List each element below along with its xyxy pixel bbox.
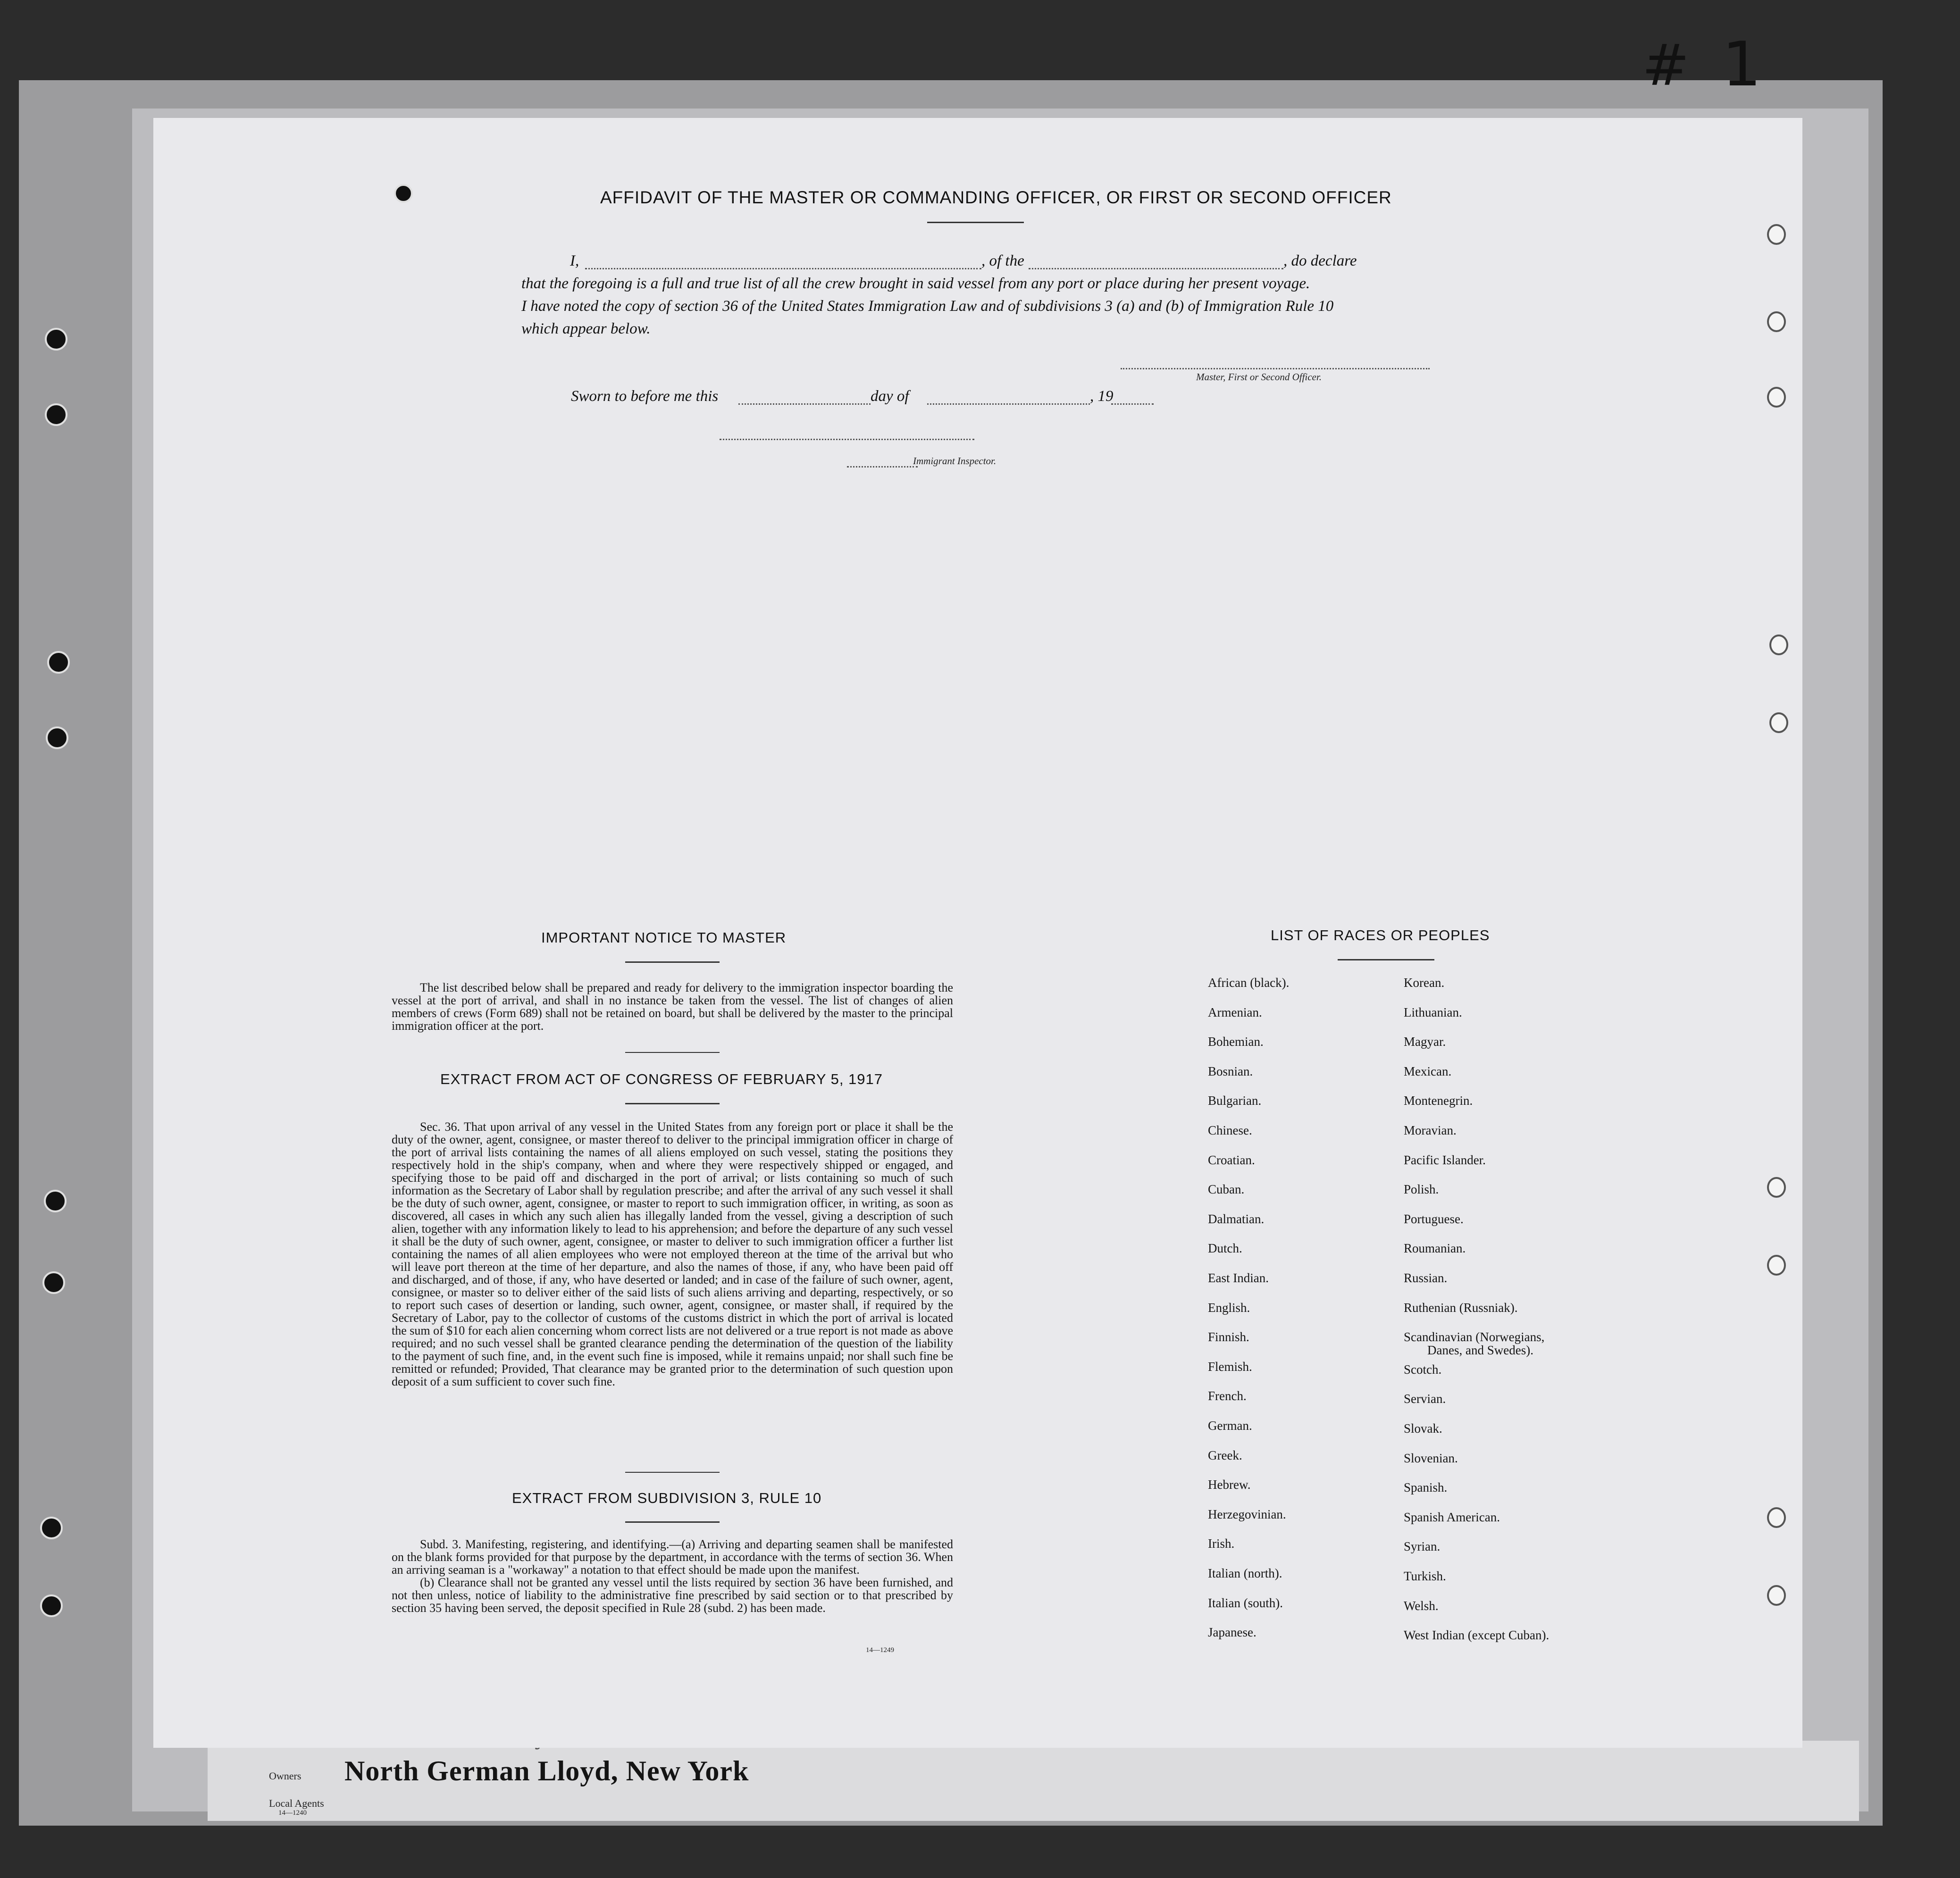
form-number: 14—1249 <box>866 1646 894 1654</box>
right-punch-hole <box>1767 1255 1786 1276</box>
race-item: Irish. <box>1208 1536 1235 1551</box>
declaration-of-the: , of the <box>981 252 1024 269</box>
section-rule <box>625 1052 720 1053</box>
declaration-declare: , do declare <box>1283 252 1357 269</box>
act-section-36-text: Sec. 36. That upon arrival of any vessel in the United States from any foreign port or place it shall be the duty of the owner, agent, consignee, or master thereof to deliver to the principal immigration officer in charge of the port of arrival lists containing the names of all aliens employed on such vessel, stating the positions they respectively hold in the ship's company, when and where they were respectively shipped or engaged, and specifying those to be paid off and discharged in the port of arrival; or lists containing so much of such information as the Secretary of Labor shall by regulation prescribe; and after the arrival of any such vessel it shall be the duty of such owner, agent, consignee, or master to report to such immigration officer, in writing, as soon as discovered, all cases in which any such alien has illegally landed from the vessel, giving a description of such alien, together with any information likely to lead to his apprehension; and before the departure of any such vessel it shall be the duty of such owner, agent, consignee, or master to deliver to such immigration officer a further list containing the names of all alien employees who were not employed thereon at the time of the arrival but who will leave port thereon at the time of her departure, and also the names of those, if any, who have been paid off and discharged, and of those, if any, who have deserted or landed; and in case of the failure of such owner, agent, consignee, or master so to deliver either of the said lists of such aliens arriving and departing, respectively, or so to report such cases of desertion or landing, such owner, agent, consignee, or master shall, if required by the Secretary of Labor, pay to the collector of customs of the customs district in which the port of arrival is located the sum of $10 for each alien concerning whom correct lists are not delivered or a true report is not made as above required; and no such vessel shall be granted clearance pending the determination of the question of the liability to the payment of such fine, and, in the event such fine is imposed, while it remains unpaid; nor shall such fine be remitted or refunded; Provided, That clearance may be granted prior to the determination of such question upon deposit of a sum sufficient to cover such fine. <box>392 1120 953 1388</box>
punch-hole <box>42 1271 65 1294</box>
local-agents-stamp: North German Lloyd, New York <box>344 1755 749 1786</box>
right-punch-hole <box>1769 712 1788 733</box>
officer-signature-label: Master, First or Second Officer. <box>1196 371 1322 383</box>
race-item: Servian. <box>1404 1392 1446 1406</box>
race-item: English. <box>1208 1300 1250 1315</box>
race-item: Roumanian. <box>1404 1241 1466 1256</box>
declarant-name-field[interactable] <box>585 268 981 269</box>
rule-10-text: Subd. 3. Manifesting, registering, and identifying.—(a) Arriving and departing seamen shall be manifested on the blank forms provided for that purpose by the department, in accordance with the terms of section 36. When an arriving seaman is a "workaway" a notation to that effect should be made upon the manifest. (b) Clearance shall not be granted any vessel until the lists required by section 36 have been furnished, and not then unless, notice of liability to the administrative fine prescribed by said section or to that prescribed by section 35 having been served, the deposit specified in Rule 28 (subd. 2) has been made. <box>392 1537 953 1615</box>
punch-hole <box>45 403 67 426</box>
race-item: West Indian (except Cuban). <box>1404 1628 1550 1643</box>
race-item: African (black). <box>1208 976 1290 990</box>
race-item: Ruthenian (Russniak). <box>1404 1300 1518 1315</box>
officer-signature-field[interactable] <box>1121 368 1430 369</box>
race-item: Slovenian. <box>1404 1451 1458 1465</box>
sworn-day-field[interactable] <box>738 403 871 405</box>
race-item: Korean. <box>1404 976 1445 990</box>
race-item: Bosnian. <box>1208 1064 1253 1078</box>
punch-hole <box>394 184 413 203</box>
race-item: Japanese. <box>1208 1625 1256 1640</box>
races-title: LIST OF RACES OR PEOPLES <box>1271 927 1490 943</box>
race-item: East Indian. <box>1208 1271 1269 1285</box>
race-item: Croatian. <box>1208 1152 1255 1167</box>
notice-text: The list described below shall be prepared and ready for delivery to the immigration inspector boarding the vessel at the port of arrival, and shall in no instance be taken from the vessel. The list of changes of alien members of crews (Form 689) shall not be retained on board, but shall be delivered by the master to the principal immigration officer at the port. <box>392 981 953 1033</box>
sworn-year-field[interactable] <box>1111 403 1154 405</box>
title-rule <box>927 222 1024 223</box>
race-item: Pacific Islander. <box>1404 1152 1486 1167</box>
race-item: Syrian. <box>1404 1539 1441 1554</box>
race-item: Flemish. <box>1208 1359 1252 1374</box>
punch-hole <box>45 328 67 351</box>
inspector-signature-field[interactable] <box>720 439 974 440</box>
right-punch-hole <box>1767 1585 1786 1606</box>
declaration-line-4: which appear below. <box>521 320 651 337</box>
owners-label: Owners <box>269 1770 302 1782</box>
year-prefix: , 19 <box>1090 388 1114 405</box>
rule-title: EXTRACT FROM SUBDIVISION 3, RULE 10 <box>512 1490 822 1506</box>
sworn-month-field[interactable] <box>927 403 1090 405</box>
race-item: Portuguese. <box>1404 1211 1464 1226</box>
rule-rule <box>625 1521 720 1523</box>
vessel-name-field[interactable] <box>1029 268 1283 269</box>
race-item: Lithuanian. <box>1404 1005 1462 1019</box>
punch-hole <box>40 1517 63 1539</box>
declaration-line-3: I have noted the copy of section 36 of the United States Immigration Law and of subdivisions 3 (a) and (b) of Immigration Rule 10 <box>521 298 1334 315</box>
race-item: Spanish. <box>1404 1480 1448 1495</box>
punch-hole <box>40 1594 63 1617</box>
race-item: Polish. <box>1404 1182 1439 1197</box>
race-item: Dalmatian. <box>1208 1211 1265 1226</box>
race-item: Italian (north). <box>1208 1566 1282 1580</box>
right-punch-hole <box>1767 311 1786 332</box>
right-punch-hole <box>1769 634 1788 655</box>
race-item: Dutch. <box>1208 1241 1242 1256</box>
right-punch-hole <box>1767 1177 1786 1198</box>
race-item: German. <box>1208 1419 1252 1433</box>
inspector-dot-leader <box>847 466 918 467</box>
race-item: Scandinavian (Norwegians, <box>1404 1330 1545 1344</box>
race-item: Magyar. <box>1404 1035 1446 1049</box>
race-item: Welsh. <box>1404 1598 1439 1613</box>
section-rule <box>625 1472 720 1473</box>
race-item: Slovak. <box>1404 1421 1442 1436</box>
race-item: Herzegovinian. <box>1208 1507 1286 1521</box>
race-item: Danes, and Swedes). <box>1427 1343 1533 1358</box>
race-item: Cuban. <box>1208 1182 1245 1197</box>
local-agents-label: Local Agents <box>269 1797 324 1809</box>
race-item: Bulgarian. <box>1208 1093 1262 1108</box>
act-rule <box>625 1103 720 1104</box>
race-item: Moravian. <box>1404 1123 1457 1137</box>
races-rule <box>1338 959 1434 960</box>
race-item: Montenegrin. <box>1404 1093 1473 1108</box>
affidavit-title: AFFIDAVIT OF THE MASTER OR COMMANDING OFFICER, OR FIRST OR SECOND OFFICER <box>600 188 1392 207</box>
punch-hole <box>46 726 68 749</box>
act-title: EXTRACT FROM ACT OF CONGRESS OF FEBRUARY 5, 1917 <box>440 1071 883 1087</box>
race-item: Chinese. <box>1208 1123 1252 1137</box>
race-item: Bohemian. <box>1208 1035 1264 1049</box>
race-item: Italian (south). <box>1208 1595 1283 1610</box>
race-item: Greek. <box>1208 1448 1242 1462</box>
race-item: Russian. <box>1404 1271 1448 1285</box>
race-item: Hebrew. <box>1208 1477 1251 1492</box>
sworn-text: Sworn to before me this <box>571 388 719 405</box>
race-item: Armenian. <box>1208 1005 1262 1019</box>
race-item: Scotch. <box>1404 1362 1442 1377</box>
race-item: French. <box>1208 1389 1247 1403</box>
right-punch-hole <box>1767 1507 1786 1528</box>
right-punch-hole <box>1767 224 1786 245</box>
corner-page-number: 1 <box>1722 28 1761 100</box>
punch-hole <box>44 1190 67 1212</box>
affidavit-page <box>153 118 1802 1748</box>
race-item: Spanish American. <box>1404 1510 1500 1524</box>
notice-rule <box>625 961 720 963</box>
strip-form-number: 14—1240 <box>278 1809 307 1817</box>
declaration-line-2: that the foregoing is a full and true list of all the crew brought in said vessel from any port or place during her present voyage. <box>521 275 1310 292</box>
right-punch-hole <box>1767 387 1786 408</box>
race-item: Finnish. <box>1208 1330 1249 1344</box>
punch-hole <box>47 651 70 674</box>
notice-title: IMPORTANT NOTICE TO MASTER <box>541 929 787 946</box>
declaration-i: I, <box>570 252 579 269</box>
race-item: Turkish. <box>1404 1569 1446 1583</box>
inspector-label: Immigrant Inspector. <box>913 455 997 467</box>
day-of-text: day of <box>871 388 909 405</box>
corner-hash-mark: # <box>1642 33 1690 99</box>
race-item: Mexican. <box>1404 1064 1452 1078</box>
